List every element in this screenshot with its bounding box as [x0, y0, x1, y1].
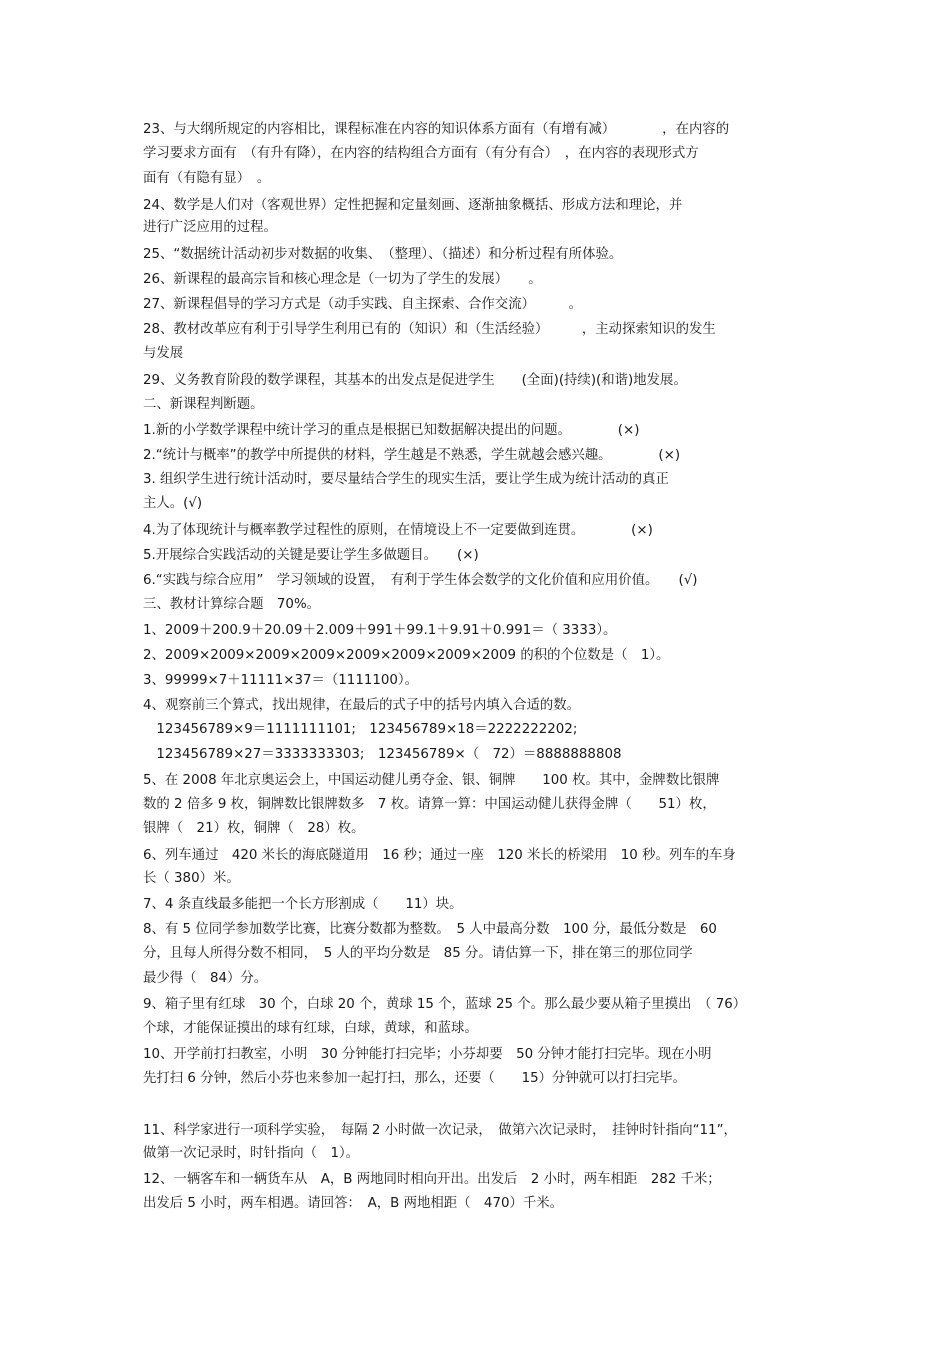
- text-line: 银牌（ 21）枚，铜牌（ 28）枚。: [143, 821, 365, 836]
- text-line: 1.新的小学数学课程中统计学习的重点是根据已知数据解决提出的问题。 (×): [143, 423, 640, 438]
- text-line: 5.开展综合实践活动的关键是要让学生多做题目。 (×): [143, 548, 479, 563]
- text-line: 1、2009＋200.9＋20.09＋2.009＋991＋99.1＋9.91＋0.991＝（ 3333）。: [143, 623, 617, 638]
- text-line: 做第一次记录时，时针指向（ 1）。: [143, 1146, 360, 1161]
- text-line: 最少得（ 84）分。: [143, 971, 268, 986]
- text-line: 进行广泛应用的过程。: [143, 220, 277, 235]
- text-line: 123456789×27＝3333333303; 123456789×（ 72）＝8888888808: [143, 747, 622, 762]
- section-heading: 三、教材计算综合题 70%。: [143, 597, 321, 612]
- text-line: 分，且每人所得分数不相同， 5 人的平均分数是 85 分。请估算一下，排在第三的那位同学: [143, 946, 693, 961]
- text-line: 10、开学前打扫教室，小明 30 分钟能打扫完毕；小芬却要 50 分钟才能打扫完毕。现在小明: [143, 1047, 712, 1062]
- text-line: 7、4 条直线最多能把一个长方形割成（ 11）块。: [143, 897, 463, 912]
- text-line: 3. 组织学生进行统计活动时，要尽量结合学生的现实生活，要让学生成为统计活动的真正: [143, 472, 669, 487]
- text-line: 11、科学家进行一项科学实验， 每隔 2 小时做一次记录， 做第六次记录时， 挂钟时针指向“11”，: [143, 1123, 737, 1138]
- text-line: 8、有 5 位同学参加数学比赛，比赛分数都为整数。 5 人中最高分数 100 分，最低分数是 60: [143, 922, 717, 937]
- text-line: 长（ 380）米。: [143, 871, 240, 886]
- text-line: 123456789×9＝1111111101; 123456789×18＝2222222202;: [143, 722, 578, 737]
- text-line: 24、数学是人们对（客观世界）定性把握和定量刻画、逐渐抽象概括、形成方法和理论，并: [143, 198, 683, 213]
- section-heading: 二、新课程判断题。: [143, 397, 264, 412]
- text-line: 出发后 5 小时，两车相遇。请回答： A，B 两地相距（ 470）千米。: [143, 1196, 564, 1211]
- text-line: 先打扫 6 分钟，然后小芬也来参加一起打扫，那么，还要（ 15）分钟就可以打扫完毕。: [143, 1071, 686, 1086]
- text-line: 6、列车通过 420 米长的海底隧道用 16 秒；通过一座 120 米长的桥梁用 10 秒。列车的车身: [143, 848, 736, 863]
- text-line: 学习要求方面有 （有升有降），在内容的结构组合方面有（有分有合） ，在内容的表现形式方: [143, 146, 699, 161]
- text-line: 个球，才能保证摸出的球有红球，白球，黄球，和蓝球。: [143, 1021, 478, 1036]
- text-line: 4、观察前三个算式，找出规律，在最后的式子中的括号内填入合适的数。: [143, 698, 581, 713]
- text-line: 数的 2 倍多 9 枚，铜牌数比银牌数多 7 枚。请算一算：中国运动健儿获得金牌（ 51）枚，: [143, 797, 716, 812]
- text-line: 2.“统计与概率”的教学中所提供的材料，学生越是不熟悉，学生就越会感兴趣。 (×): [143, 448, 681, 463]
- text-line: 主人。(√): [143, 496, 203, 511]
- text-line: 3、99999×7＋11111×37＝（1111100）。: [143, 673, 418, 688]
- text-line: 9、箱子里有红球 30 个，白球 20 个，黄球 15 个，蓝球 25 个。那么最少要从箱子里摸出 （ 76）: [143, 997, 747, 1012]
- text-line: 面有（有隐有显） 。: [143, 171, 271, 186]
- text-line: 6.“实践与综合应用” 学习领域的设置， 有利于学生体会数学的文化价值和应用价值。 (√): [143, 573, 698, 588]
- text-line: 28、教材改革应有利于引导学生利用已有的（知识）和（生活经验） ，主动探索知识的发生: [143, 322, 716, 337]
- text-line: 23、与大纲所规定的内容相比，课程标准在内容的知识体系方面有（有增有减） ，在内容的: [143, 122, 730, 137]
- text-line: 12、一辆客车和一辆货车从 A，B 两地同时相向开出。出发后 2 小时，两车相距 282 千米；: [143, 1172, 721, 1187]
- text-line: 4.为了体现统计与概率教学过程性的原则，在情境设上不一定要做到连贯。 (×): [143, 523, 653, 538]
- text-line: 27、新课程倡导的学习方式是（动手实践、自主探索、合作交流） 。: [143, 297, 582, 312]
- text-line: 5、在 2008 年北京奥运会上，中国运动健儿勇夺金、银、铜牌 100 枚。其中，金牌数比银牌: [143, 773, 720, 788]
- text-line: 与发展: [143, 346, 184, 361]
- text-line: 25、“数据统计活动初步对数据的收集、 （整理）、（描述）和分析过程有所体验。: [143, 247, 623, 262]
- text-line: 2、2009×2009×2009×2009×2009×2009×2009×2009 的积的个位数是（ 1）。: [143, 648, 670, 663]
- text-line: 29、义务教育阶段的数学课程，其基本的出发点是促进学生 (全面)(持续)(和谐)地发展。: [143, 373, 687, 388]
- text-line: 26、新课程的最高宗旨和核心理念是（一切为了学生的发展） 。: [143, 272, 542, 287]
